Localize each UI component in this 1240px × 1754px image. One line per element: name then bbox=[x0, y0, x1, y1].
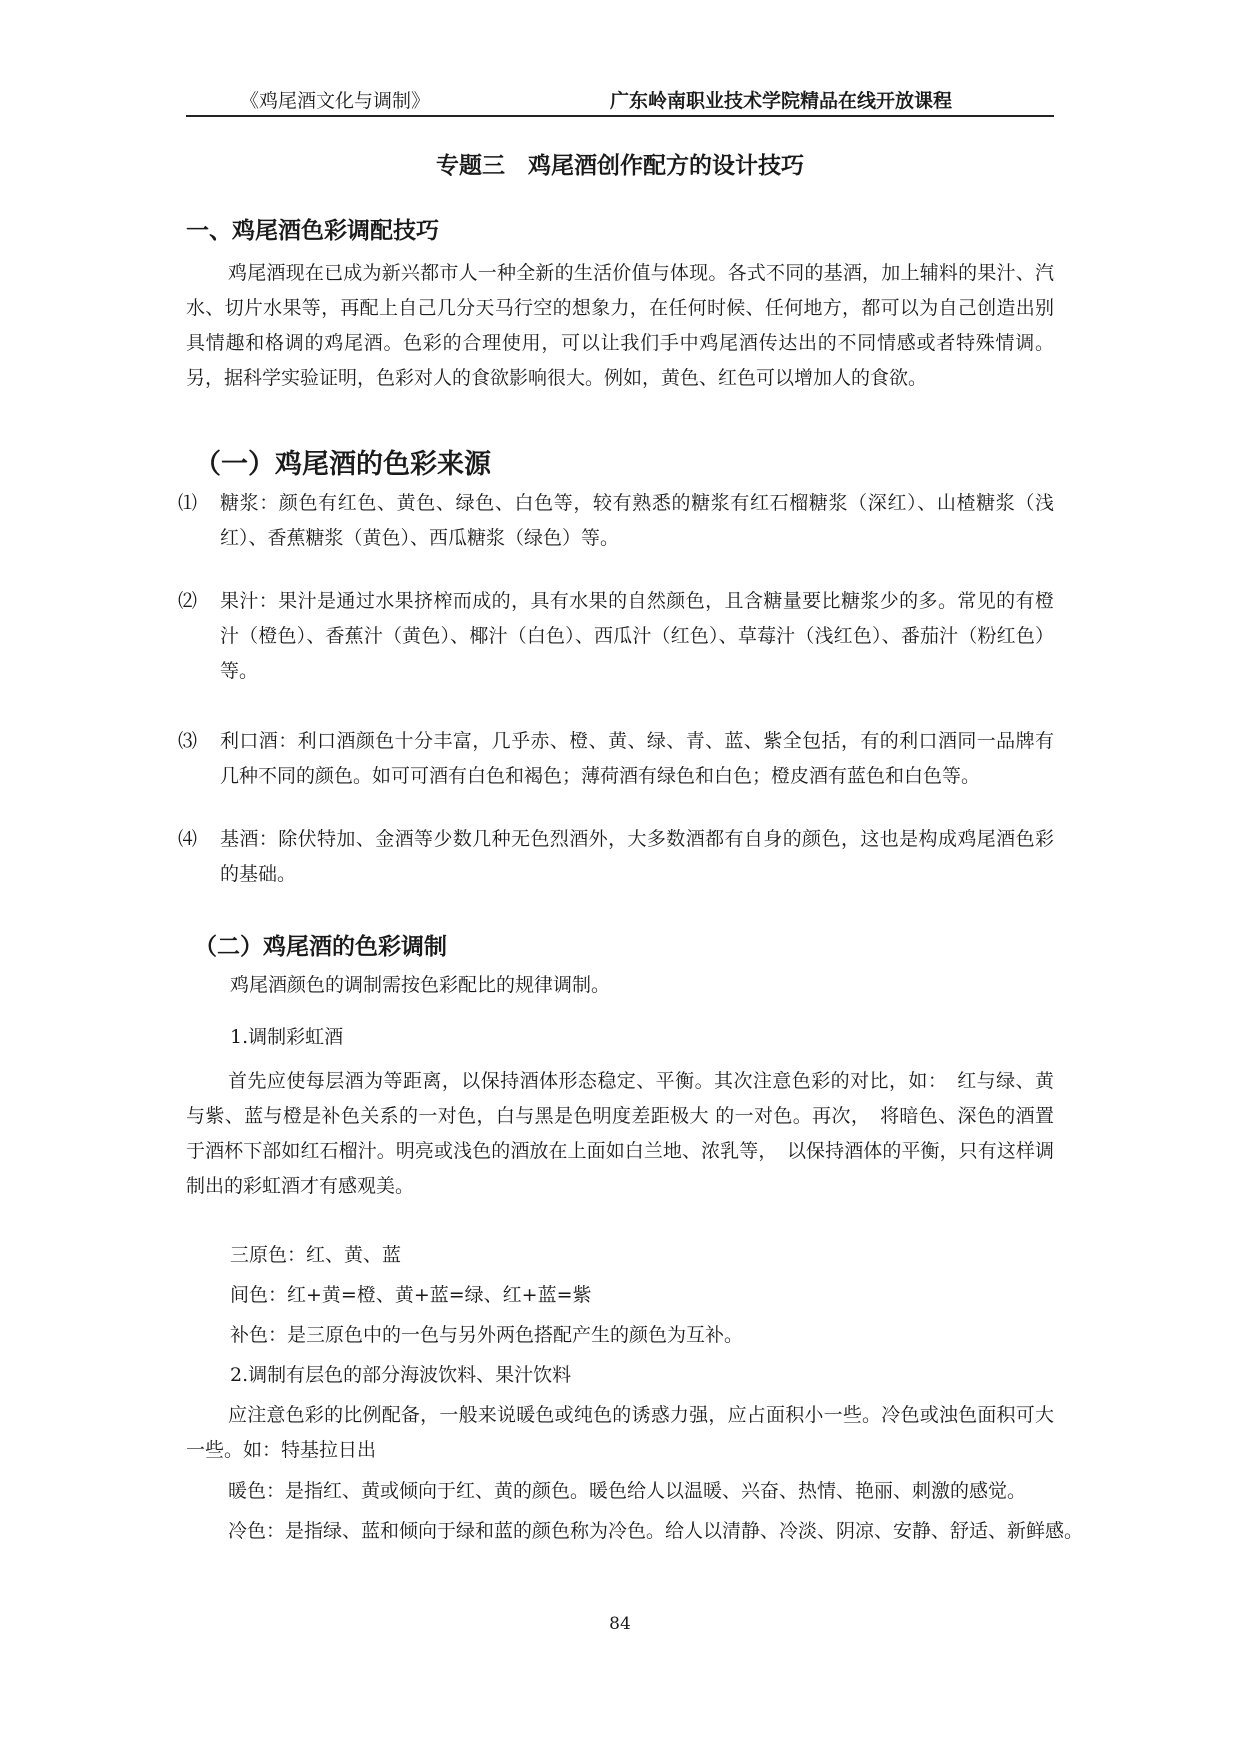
list-item-text: 果汁：果汁是通过水果挤榨而成的，具有水果的自然颜色，且含糖量要比糖浆少的多。常见的有橙汁（橙色）、香蕉汁（黄色）、椰汁（白色）、西瓜汁（红色）、草莓汁（浅红色）、番茄汁（粉红色）等。 bbox=[220, 590, 1054, 682]
list-item-text: 利口酒：利口酒颜色十分丰富，几乎赤、橙、黄、绿、青、蓝、紫全包括，有的利口酒同一品牌有几种不同的颜色。如可可酒有白色和褐色；薄荷酒有绿色和白色；橙皮酒有蓝色和白色等。 bbox=[220, 730, 1054, 787]
header-divider bbox=[186, 115, 1054, 117]
list-item-liqueur bbox=[178, 724, 1054, 794]
list-item-juice bbox=[178, 584, 1054, 689]
secondary-colors: 间色：红+黄=橙、黄+蓝=绿、红+蓝=紫 bbox=[230, 1284, 592, 1306]
complementary-colors: 补色：是三原色中的一色与另外两色搭配产生的颜色为互补。 bbox=[230, 1324, 744, 1346]
list-item-syrup bbox=[178, 486, 1054, 556]
cool-colors: 冷色：是指绿、蓝和倾向于绿和蓝的颜色称为冷色。给人以清静、冷淡、阴凉、安静、舒适、新鲜感。 bbox=[228, 1520, 1084, 1542]
step1-paragraph: 首先应使每层酒为等距离，以保持酒体形态稳定、平衡。其次注意色彩的对比，如： 红与绿、黄与紫、蓝与橙是补色关系的一对色，白与黑是色明度差距极大 的一对色。再次， 将暗色、深色的酒置于酒杯下部如红石榴汁。明亮或浅色的酒放在上面如白兰地、浓乳等， 以保持酒体的平衡，只有这样调制出的彩虹酒才有感观美。 bbox=[186, 1070, 1054, 1197]
page-title: 专题三 鸡尾酒创作配方的设计技巧 bbox=[436, 153, 804, 179]
header-course-title: 《鸡尾酒文化与调制》 bbox=[240, 90, 431, 112]
step1-title: 1.调制彩虹酒 bbox=[230, 1026, 344, 1048]
step2-paragraph: 应注意色彩的比例配备，一般来说暖色或纯色的诱惑力强，应占面积小一些。冷色或浊色面积可大一些。如：特基拉日出 bbox=[186, 1404, 1054, 1461]
page-number: 84 bbox=[609, 1614, 631, 1634]
warm-colors: 暖色：是指红、黄或倾向于红、黄的颜色。暖色给人以温暖、兴奋、热情、艳丽、刺激的感觉。 bbox=[228, 1480, 1027, 1502]
step2-title: 2.调制有层色的部分海波饮料、果汁饮料 bbox=[230, 1364, 572, 1386]
header-institution: 广东岭南职业技术学院精品在线开放课程 bbox=[609, 90, 952, 112]
list-item-number: ⑶ bbox=[178, 730, 198, 752]
list-item-number: ⑷ bbox=[178, 828, 198, 850]
subsection-heading-color-mixing: （二）鸡尾酒的色彩调制 bbox=[194, 934, 447, 960]
section-heading-color-techniques: 一、鸡尾酒色彩调配技巧 bbox=[186, 218, 439, 244]
subsection-heading-color-sources: （一）鸡尾酒的色彩来源 bbox=[194, 449, 491, 480]
intro-paragraph: 鸡尾酒现在已成为新兴都市人一种全新的生活价值与体现。各式不同的基酒，加上辅料的果汁、汽水、切片水果等，再配上自己几分天马行空的想象力，在任何时候、任何地方，都可以为自己创造出别具情趣和格调的鸡尾酒。色彩的合理使用，可以让我们手中鸡尾酒传达出的不同情感或者特殊情调。另，据科学实验证明，色彩对人的食欲影响很大。例如，黄色、红色可以增加人的食欲。 bbox=[186, 262, 1054, 389]
mixing-intro: 鸡尾酒颜色的调制需按色彩配比的规律调制。 bbox=[230, 974, 611, 996]
list-item-text: 糖浆：颜色有红色、黄色、绿色、白色等，较有熟悉的糖浆有红石榴糖浆（深红）、山楂糖浆（浅红）、香蕉糖浆（黄色）、西瓜糖浆（绿色）等。 bbox=[220, 492, 1054, 549]
list-item-number: ⑴ bbox=[178, 492, 198, 514]
list-item-text: 基酒：除伏特加、金酒等少数几种无色烈酒外，大多数酒都有自身的颜色，这也是构成鸡尾酒色彩的基础。 bbox=[220, 828, 1054, 885]
primary-colors: 三原色：红、黄、蓝 bbox=[230, 1244, 402, 1266]
list-item-number: ⑵ bbox=[178, 590, 198, 612]
list-item-base-spirit bbox=[178, 822, 1054, 892]
